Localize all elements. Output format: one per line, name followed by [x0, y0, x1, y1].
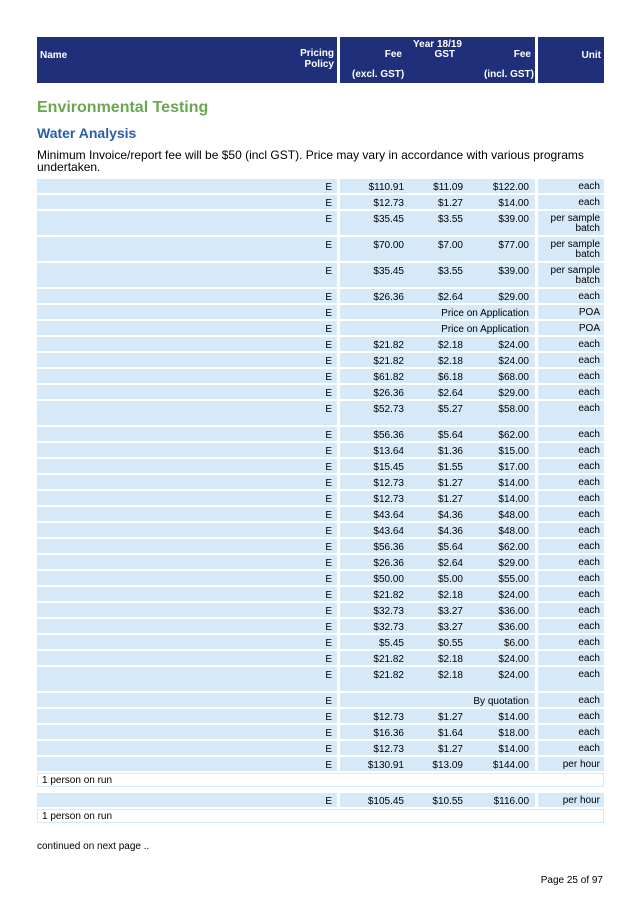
unit: each — [538, 353, 604, 367]
fee-excl-gst: $32.73 — [340, 619, 410, 633]
table-row — [37, 427, 604, 441]
fee-excl-gst: $5.45 — [340, 635, 410, 649]
table-row — [37, 709, 604, 723]
unit: each — [538, 667, 604, 691]
unit: each — [538, 619, 604, 633]
fee-excl-gst: $21.82 — [340, 667, 410, 691]
fee-incl-gst: $55.00 — [469, 571, 535, 585]
fee-excl-gst: $16.36 — [340, 725, 410, 739]
table-row — [37, 459, 604, 473]
fee-excl-gst: $130.91 — [340, 757, 410, 771]
fee-excl-gst: $26.36 — [340, 385, 410, 399]
table-row — [37, 693, 604, 707]
unit: each — [538, 651, 604, 665]
fee-excl-gst: $26.36 — [340, 555, 410, 569]
fee-incl-gst: $36.00 — [469, 603, 535, 617]
fee-excl-gst: $12.73 — [340, 741, 410, 755]
table-row — [37, 369, 604, 383]
price-span: By quotation — [340, 693, 535, 707]
table-row — [37, 507, 604, 521]
unit: per sample batch — [538, 263, 604, 287]
gst-amount: $2.18 — [410, 353, 469, 367]
pricing-policy: E — [37, 237, 337, 261]
gst-amount: $6.18 — [410, 369, 469, 383]
gst-amount: $1.64 — [410, 725, 469, 739]
table-row — [37, 353, 604, 367]
fee-incl-gst: $14.00 — [469, 195, 535, 209]
gst-amount: $2.18 — [410, 337, 469, 351]
fee-incl-gst: $36.00 — [469, 619, 535, 633]
fee-excl-gst: $13.64 — [340, 443, 410, 457]
header-incl-gst: (incl. GST) — [484, 69, 534, 80]
unit: each — [538, 289, 604, 303]
unit: each — [538, 741, 604, 755]
fee-excl-gst: $35.45 — [340, 211, 410, 235]
pricing-policy: E — [37, 539, 337, 553]
unit: each — [538, 603, 604, 617]
row-note: 1 person on run — [37, 809, 604, 823]
gst-amount: $2.18 — [410, 587, 469, 601]
row-note: 1 person on run — [37, 773, 604, 787]
unit: POA — [538, 305, 604, 319]
fee-incl-gst: $6.00 — [469, 635, 535, 649]
table-row — [37, 289, 604, 303]
unit: each — [538, 459, 604, 473]
unit: each — [538, 539, 604, 553]
fee-excl-gst: $70.00 — [340, 237, 410, 261]
fee-incl-gst: $24.00 — [469, 587, 535, 601]
page-number: Page 25 of 97 — [540, 875, 603, 886]
table-row — [37, 619, 604, 633]
gst-amount: $3.27 — [410, 603, 469, 617]
gst-amount: $10.55 — [410, 793, 469, 807]
fee-excl-gst: $50.00 — [340, 571, 410, 585]
table-row — [37, 179, 604, 193]
gst-amount: $2.64 — [410, 555, 469, 569]
unit: each — [538, 369, 604, 383]
fee-excl-gst: $21.82 — [340, 337, 410, 351]
gst-amount: $1.27 — [410, 741, 469, 755]
header-year-group — [340, 37, 535, 83]
header-gst: GST — [434, 49, 455, 60]
unit: each — [538, 709, 604, 723]
fee-excl-gst: $21.82 — [340, 651, 410, 665]
pricing-policy: E — [37, 321, 337, 335]
unit: each — [538, 725, 604, 739]
pricing-policy: E — [37, 725, 337, 739]
gst-amount: $2.64 — [410, 289, 469, 303]
pricing-policy: E — [37, 305, 337, 319]
gst-amount: $5.27 — [410, 401, 469, 425]
table-row — [37, 337, 604, 351]
gst-amount: $2.64 — [410, 385, 469, 399]
header-pricing-policy: Pricing Policy — [300, 48, 334, 70]
table-row — [37, 603, 604, 617]
gst-amount: $3.27 — [410, 619, 469, 633]
table-row — [37, 263, 604, 287]
fee-excl-gst: $56.36 — [340, 427, 410, 441]
unit: each — [538, 195, 604, 209]
table-row — [37, 741, 604, 755]
fee-excl-gst: $61.82 — [340, 369, 410, 383]
section-title: Environmental Testing — [37, 99, 209, 116]
unit: per sample batch — [538, 211, 604, 235]
fee-incl-gst: $39.00 — [469, 263, 535, 287]
intro-text: Minimum Invoice/report fee will be $50 (incl GST). Price may vary in accordance with various programs undertaken. — [37, 148, 584, 174]
unit: each — [538, 385, 604, 399]
pricing-policy: E — [37, 667, 337, 691]
unit: each — [538, 179, 604, 193]
pricing-policy: E — [37, 507, 337, 521]
fee-incl-gst: $116.00 — [469, 793, 535, 807]
fee-incl-gst: $48.00 — [469, 523, 535, 537]
subsection-title: Water Analysis — [37, 125, 137, 141]
price-span: Price on Application — [340, 305, 535, 319]
fee-incl-gst: $14.00 — [469, 709, 535, 723]
fee-excl-gst: $15.45 — [340, 459, 410, 473]
pricing-policy: E — [37, 475, 337, 489]
unit: each — [538, 693, 604, 707]
fee-excl-gst: $43.64 — [340, 507, 410, 521]
gst-amount: $0.55 — [410, 635, 469, 649]
pricing-policy: E — [37, 619, 337, 633]
pricing-policy: E — [37, 555, 337, 569]
pricing-policy: E — [37, 353, 337, 367]
pricing-policy: E — [37, 693, 337, 707]
fee-incl-gst: $15.00 — [469, 443, 535, 457]
pricing-policy: E — [37, 651, 337, 665]
table-header — [37, 37, 604, 83]
header-fee-incl: Fee — [513, 49, 531, 60]
gst-amount: $5.00 — [410, 571, 469, 585]
fee-excl-gst: $43.64 — [340, 523, 410, 537]
table-row — [37, 321, 604, 335]
fee-incl-gst: $18.00 — [469, 725, 535, 739]
fee-incl-gst: $24.00 — [469, 651, 535, 665]
pricing-policy: E — [37, 523, 337, 537]
unit: each — [538, 401, 604, 425]
pricing-policy: E — [37, 587, 337, 601]
pricing-policy: E — [37, 741, 337, 755]
unit: each — [538, 475, 604, 489]
table-row — [37, 401, 604, 425]
pricing-policy: E — [37, 289, 337, 303]
gst-amount: $2.18 — [410, 667, 469, 691]
pricing-policy: E — [37, 337, 337, 351]
gst-amount: $5.64 — [410, 427, 469, 441]
table-row — [37, 757, 604, 771]
gst-amount: $2.18 — [410, 651, 469, 665]
header-excl-gst: (excl. GST) — [352, 69, 405, 80]
fee-incl-gst: $62.00 — [469, 539, 535, 553]
table-row — [37, 725, 604, 739]
header-year: Year 18/19 — [413, 39, 462, 50]
gst-amount: $4.36 — [410, 507, 469, 521]
table-row — [37, 385, 604, 399]
table-row — [37, 443, 604, 457]
pricing-policy: E — [37, 443, 337, 457]
unit: each — [538, 427, 604, 441]
continued-note: continued on next page .. — [37, 841, 150, 852]
table-row — [37, 491, 604, 505]
pricing-policy: E — [37, 757, 337, 771]
table-row — [37, 211, 604, 235]
fee-excl-gst: $110.91 — [340, 179, 410, 193]
fee-incl-gst: $29.00 — [469, 385, 535, 399]
pricing-policy: E — [37, 571, 337, 585]
table-row — [37, 195, 604, 209]
pricing-policy: E — [37, 459, 337, 473]
fee-excl-gst: $26.36 — [340, 289, 410, 303]
pricing-policy: E — [37, 793, 337, 807]
gst-amount: $1.55 — [410, 459, 469, 473]
pricing-policy: E — [37, 427, 337, 441]
pricing-policy: E — [37, 263, 337, 287]
gst-amount: $1.27 — [410, 491, 469, 505]
unit: each — [538, 443, 604, 457]
unit: each — [538, 571, 604, 585]
pricing-policy: E — [37, 401, 337, 425]
unit: each — [538, 337, 604, 351]
fee-excl-gst: $56.36 — [340, 539, 410, 553]
fee-incl-gst: $17.00 — [469, 459, 535, 473]
fee-excl-gst: $52.73 — [340, 401, 410, 425]
table-row — [37, 475, 604, 489]
pricing-policy: E — [37, 369, 337, 383]
table-row — [37, 667, 604, 691]
fee-incl-gst: $29.00 — [469, 555, 535, 569]
table-row — [37, 587, 604, 601]
fee-incl-gst: $68.00 — [469, 369, 535, 383]
unit: each — [538, 507, 604, 521]
table-row — [37, 539, 604, 553]
fee-incl-gst: $39.00 — [469, 211, 535, 235]
fee-incl-gst: $122.00 — [469, 179, 535, 193]
price-span: Price on Application — [340, 321, 535, 335]
unit: POA — [538, 321, 604, 335]
table-row — [37, 651, 604, 665]
gst-amount: $11.09 — [410, 179, 469, 193]
gst-amount: $7.00 — [410, 237, 469, 261]
gst-amount: $1.27 — [410, 709, 469, 723]
fee-excl-gst: $12.73 — [340, 195, 410, 209]
unit: each — [538, 635, 604, 649]
gst-amount: $3.55 — [410, 211, 469, 235]
gst-amount: $1.27 — [410, 475, 469, 489]
fee-excl-gst: $21.82 — [340, 587, 410, 601]
fee-incl-gst: $144.00 — [469, 757, 535, 771]
table-row — [37, 523, 604, 537]
table-row — [37, 571, 604, 585]
fee-incl-gst: $14.00 — [469, 741, 535, 755]
header-fee-excl: Fee — [384, 49, 402, 60]
pricing-policy: E — [37, 195, 337, 209]
unit: each — [538, 555, 604, 569]
header-name: Name — [37, 37, 337, 83]
table-row — [37, 635, 604, 649]
gst-amount: $13.09 — [410, 757, 469, 771]
header-unit: Unit — [538, 37, 604, 83]
unit: each — [538, 587, 604, 601]
pricing-policy: E — [37, 635, 337, 649]
fee-incl-gst: $14.00 — [469, 491, 535, 505]
fee-incl-gst: $62.00 — [469, 427, 535, 441]
fee-excl-gst: $12.73 — [340, 491, 410, 505]
gst-amount: $4.36 — [410, 523, 469, 537]
gst-amount: $1.27 — [410, 195, 469, 209]
unit: per hour — [538, 793, 604, 807]
pricing-policy: E — [37, 211, 337, 235]
price-table — [37, 179, 604, 829]
gst-amount: $5.64 — [410, 539, 469, 553]
fee-incl-gst: $24.00 — [469, 337, 535, 351]
pricing-policy: E — [37, 179, 337, 193]
table-row — [37, 793, 604, 807]
table-row — [37, 555, 604, 569]
fee-incl-gst: $14.00 — [469, 475, 535, 489]
fee-excl-gst: $12.73 — [340, 709, 410, 723]
pricing-policy: E — [37, 491, 337, 505]
fee-incl-gst: $48.00 — [469, 507, 535, 521]
gst-amount: $1.36 — [410, 443, 469, 457]
table-row — [37, 237, 604, 261]
pricing-policy: E — [37, 709, 337, 723]
fee-incl-gst: $24.00 — [469, 667, 535, 691]
fee-incl-gst: $24.00 — [469, 353, 535, 367]
gst-amount: $3.55 — [410, 263, 469, 287]
fee-excl-gst: $21.82 — [340, 353, 410, 367]
fee-excl-gst: $105.45 — [340, 793, 410, 807]
fee-incl-gst: $58.00 — [469, 401, 535, 425]
unit: each — [538, 491, 604, 505]
fee-incl-gst: $77.00 — [469, 237, 535, 261]
unit: per sample batch — [538, 237, 604, 261]
fee-incl-gst: $29.00 — [469, 289, 535, 303]
unit: each — [538, 523, 604, 537]
fee-excl-gst: $35.45 — [340, 263, 410, 287]
fee-excl-gst: $12.73 — [340, 475, 410, 489]
pricing-policy: E — [37, 603, 337, 617]
table-row — [37, 305, 604, 319]
fee-excl-gst: $32.73 — [340, 603, 410, 617]
pricing-policy: E — [37, 385, 337, 399]
unit: per hour — [538, 757, 604, 771]
